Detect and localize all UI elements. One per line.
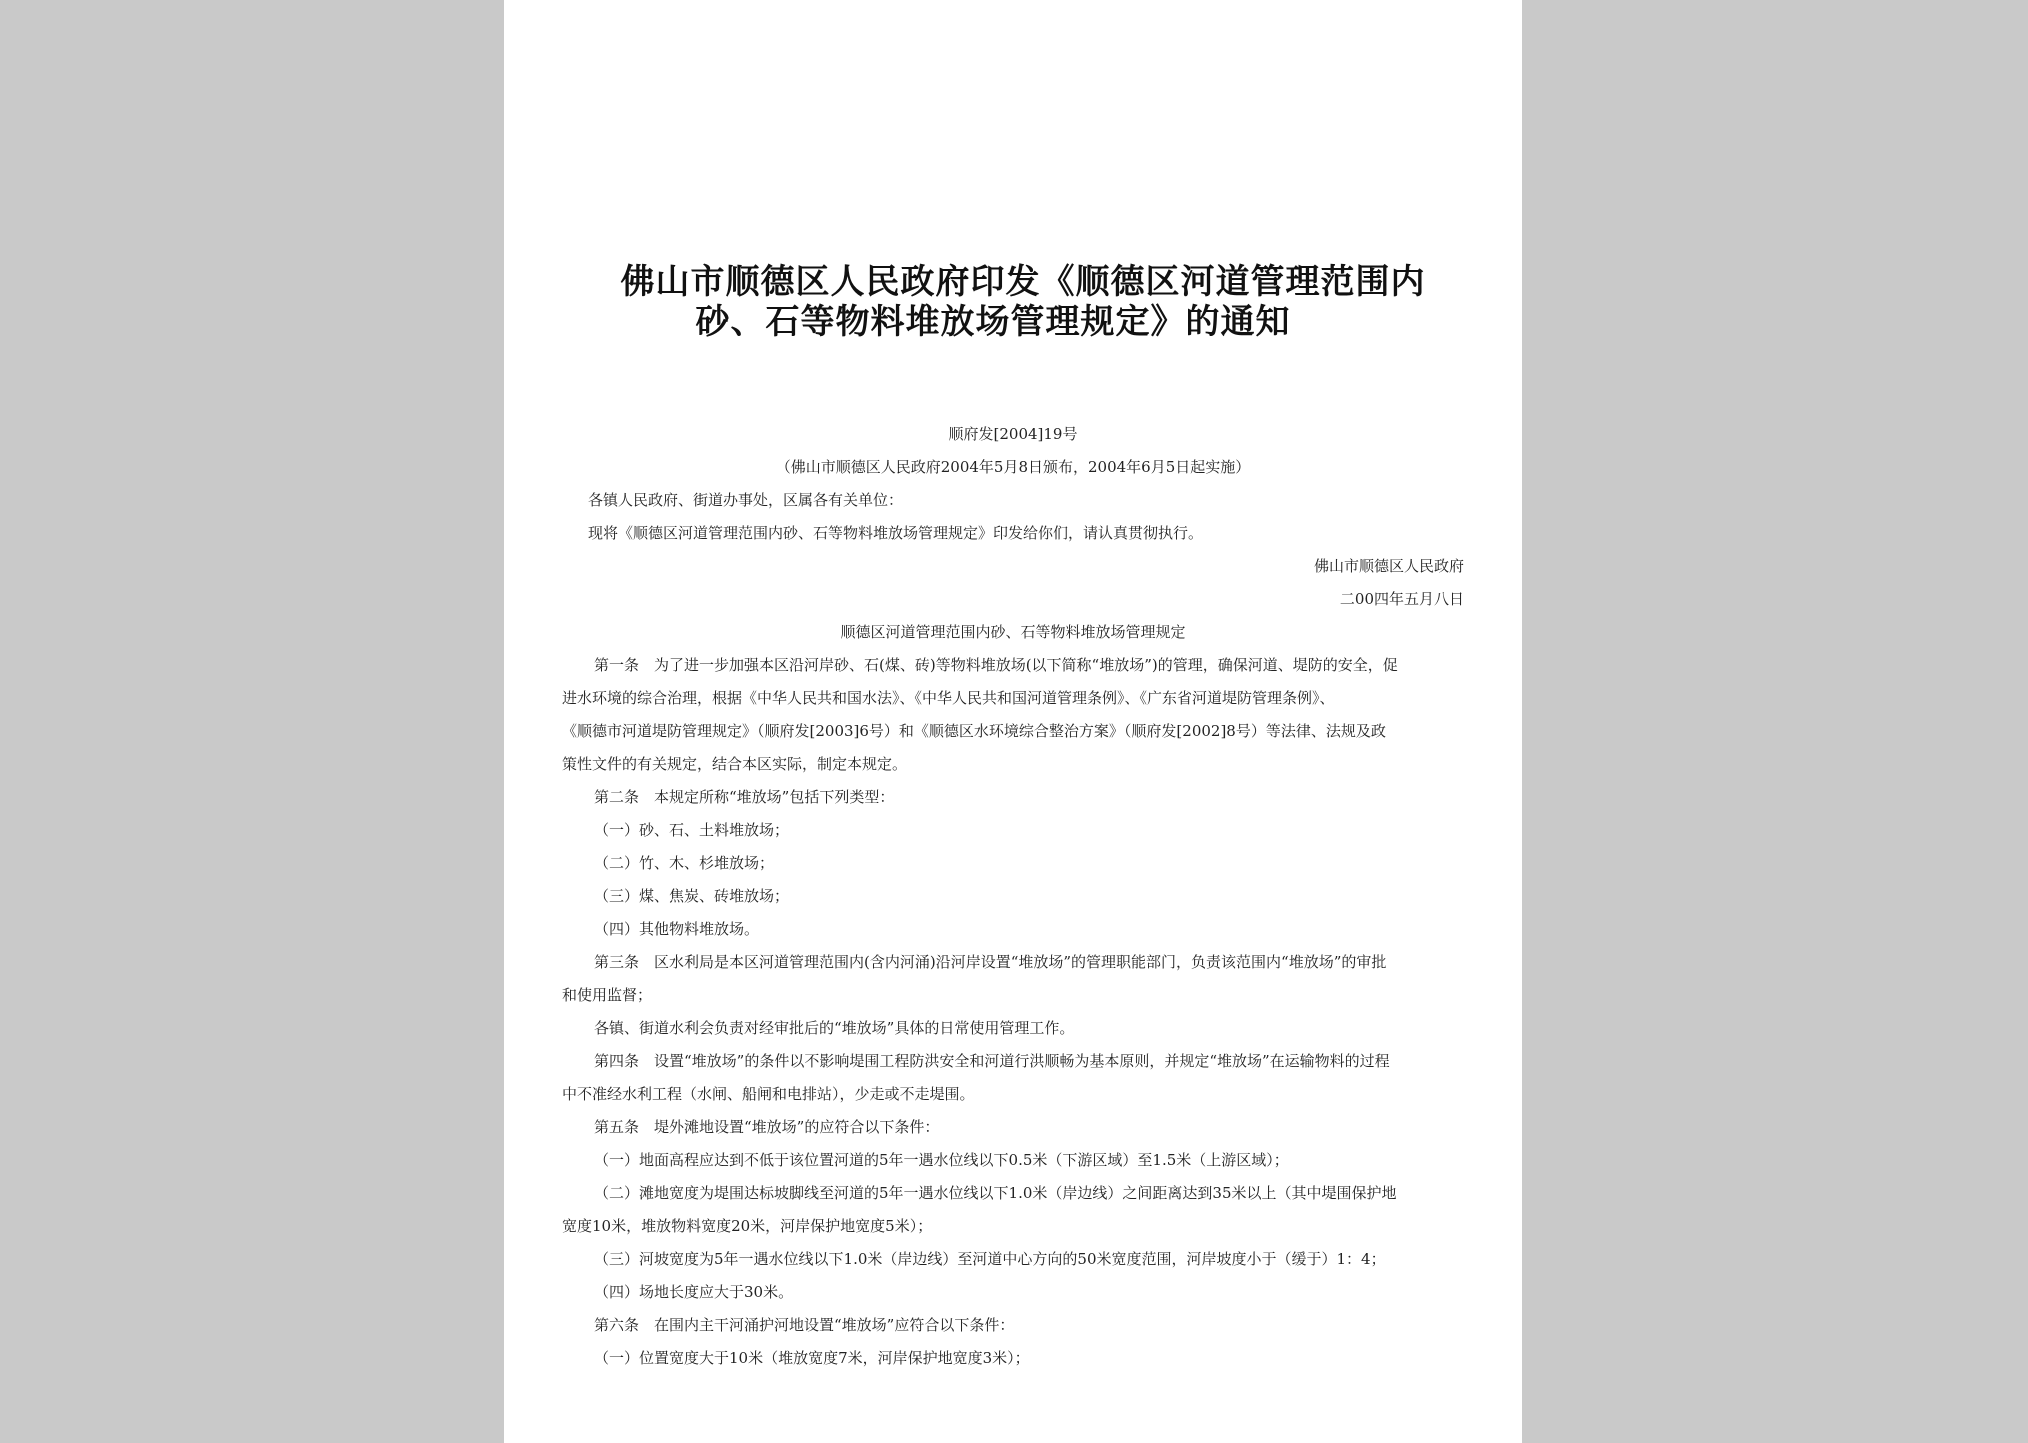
- article-2-item: （三）煤、焦炭、砖堆放场；: [594, 887, 790, 905]
- document-body: [562, 418, 1464, 1375]
- article-1-line: 《顺德市河道堤防管理规定》（顺府发[2003]6号）和《顺德区水环境综合整治方案》（顺府发[2002]8号）等法律、法规及政: [562, 722, 1386, 740]
- article-3-paragraph: 各镇、街道水利会负责对经审批后的“堆放场”具体的日常使用管理工作。: [594, 1019, 1075, 1037]
- article-1-line: 策性文件的有关规定，结合本区实际，制定本规定。: [562, 755, 908, 773]
- article-4-line: 中不准经水利工程（水闸、船闸和电排站），少走或不走堤围。: [562, 1085, 975, 1103]
- regulation-title: 顺德区河道管理范围内砂、石等物料堆放场管理规定: [840, 623, 1186, 641]
- title-line-1: 佛山市顺德区人民政府印发《顺德区河道管理范围内: [620, 262, 1426, 302]
- article-5-item: （四）场地长度应大于30米。: [594, 1283, 794, 1301]
- article-6: 第六条 在围内主干河涌护河地设置“堆放场”应符合以下条件：: [594, 1316, 1015, 1334]
- article-5: 第五条 堤外滩地设置“堆放场”的应符合以下条件：: [594, 1118, 940, 1136]
- article-2-item: （一）砂、石、土料堆放场；: [594, 821, 790, 839]
- issue-note: （佛山市顺德区人民政府2004年5月8日颁布，2004年6月5日起实施）: [775, 458, 1251, 476]
- signer: 佛山市顺德区人民政府: [1313, 557, 1464, 575]
- article-3-line: 第三条 区水利局是本区河道管理范围内(含内河涌)沿河岸设置“堆放场”的管理职能部门，负责该范围内“堆放场”的审批: [594, 953, 1387, 971]
- recipients: 各镇人民政府、街道办事处，区属各有关单位：: [588, 491, 904, 509]
- article-4-line: 第四条 设置“堆放场”的条件以不影响堤围工程防洪安全和河道行洪顺畅为基本原则，并规定“堆放场”在运输物料的过程: [594, 1052, 1390, 1070]
- title-line-2: 砂、石等物料堆放场管理规定》的通知: [695, 302, 1291, 342]
- article-2-item: （二）竹、木、杉堆放场；: [594, 854, 775, 872]
- article-5-item: 宽度10米，堆放物料宽度20米，河岸保护地宽度5米）；: [562, 1217, 933, 1235]
- article-1-line: 第一条 为了进一步加强本区沿河岸砂、石(煤、砖)等物料堆放场(以下简称“堆放场”)的管理，确保河道、堤防的安全，促: [594, 656, 1398, 674]
- article-6-item: （一）位置宽度大于10米（堆放宽度7米，河岸保护地宽度3米）；: [594, 1349, 1030, 1367]
- document-page: [504, 0, 1522, 1443]
- document-title: [504, 262, 1522, 342]
- article-2: 第二条 本规定所称“堆放场”包括下列类型：: [594, 788, 895, 806]
- doc-number: 顺府发[2004]19号: [948, 425, 1078, 443]
- issue-date: 二00四年五月八日: [1339, 590, 1464, 608]
- notice-text: 现将《顺德区河道管理范围内砂、石等物料堆放场管理规定》印发给你们，请认真贯彻执行。: [588, 524, 1204, 542]
- article-3-line: 和使用监督；: [562, 986, 653, 1004]
- article-5-item: （一）地面高程应达到不低于该位置河道的5年一遇水位线以下0.5米（下游区域）至1.5米（上游区域）；: [594, 1151, 1289, 1169]
- article-5-item: （二）滩地宽度为堤围达标坡脚线至河道的5年一遇水位线以下1.0米（岸边线）之间距离达到35米以上（其中堤围保护地: [594, 1184, 1397, 1202]
- article-1-line: 进水环境的综合治理，根据《中华人民共和国水法》、《中华人民共和国河道管理条例》、《广东省河道堤防管理条例》、: [562, 689, 1335, 707]
- article-5-item: （三）河坡宽度为5年一遇水位线以下1.0米（岸边线）至河道中心方向的50米宽度范围，河岸坡度小于（缓于）1：4；: [594, 1250, 1386, 1268]
- article-2-item: （四）其他物料堆放场。: [594, 920, 760, 938]
